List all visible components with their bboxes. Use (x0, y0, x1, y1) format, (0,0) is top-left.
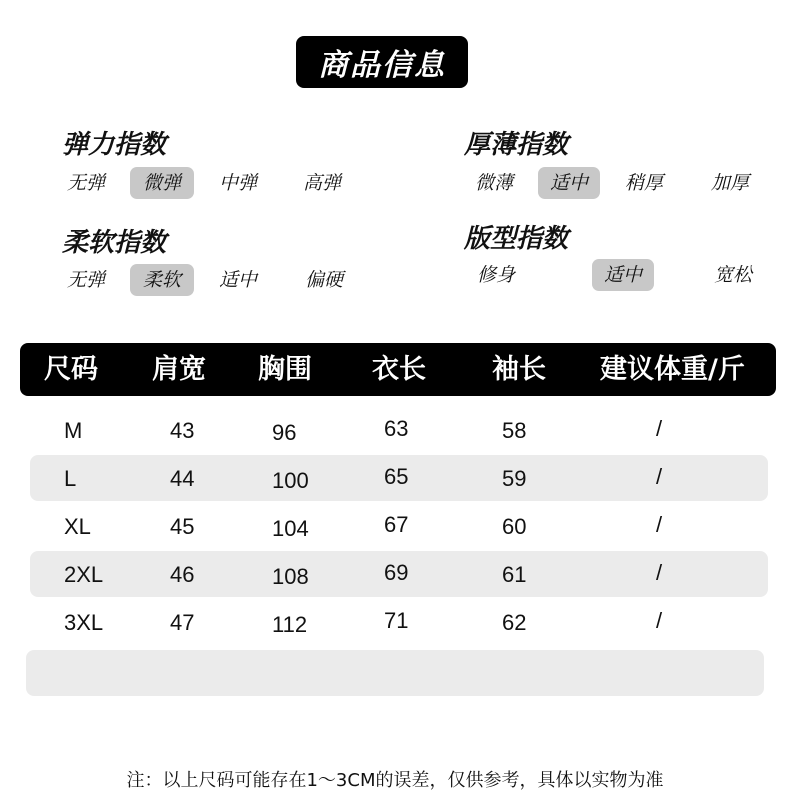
cell-size: M (64, 418, 83, 443)
size-table-header (20, 343, 776, 396)
cell-chest: 96 (272, 420, 297, 445)
cell-sleeve: 60 (502, 514, 527, 539)
header-chest: 胸围 (258, 354, 312, 385)
elasticity-option-none: 无弹 (66, 172, 105, 194)
cell-shoulder: 46 (170, 562, 195, 587)
cell-weight: / (656, 512, 663, 537)
softness-index-title: 柔软指数 (62, 228, 167, 258)
cell-size: XL (64, 514, 91, 539)
fit-option-moderate-selected: 适中 (592, 259, 654, 291)
header-length: 衣长 (372, 354, 426, 385)
cell-length: 63 (384, 416, 409, 441)
table-row (30, 551, 768, 597)
cell-shoulder: 44 (170, 466, 195, 491)
fit-option-loose: 宽松 (713, 264, 752, 286)
table-row (30, 406, 768, 452)
fit-option-slim: 修身 (476, 264, 515, 286)
cell-sleeve: 62 (502, 610, 527, 635)
header-sleeve: 袖长 (492, 354, 546, 385)
elasticity-option-high: 高弹 (302, 172, 341, 194)
thickness-option-slightly-thick: 稍厚 (624, 172, 663, 194)
cell-weight: / (656, 416, 663, 441)
header-weight: 建议体重/斤 (600, 354, 745, 385)
thickness-index-title: 厚薄指数 (464, 130, 569, 160)
fit-index-title: 版型指数 (464, 224, 569, 254)
cell-length: 71 (384, 608, 409, 633)
header-size: 尺码 (44, 354, 98, 385)
cell-length: 65 (384, 464, 409, 489)
cell-size: 3XL (64, 610, 104, 635)
cell-shoulder: 47 (170, 610, 195, 635)
cell-chest: 112 (272, 612, 308, 637)
cell-weight: / (656, 608, 663, 633)
cell-shoulder: 43 (170, 418, 195, 443)
page-title: 商品信息 (296, 36, 468, 88)
cell-chest: 100 (272, 468, 309, 493)
cell-sleeve: 61 (502, 562, 527, 587)
thickness-option-thin: 微薄 (474, 172, 513, 194)
table-row-empty (26, 650, 764, 696)
softness-option-none: 无弹 (66, 269, 105, 291)
cell-weight: / (656, 464, 663, 489)
cell-sleeve: 58 (502, 418, 527, 443)
elasticity-option-slight-selected: 微弹 (130, 167, 194, 199)
softness-option-moderate: 适中 (218, 269, 257, 291)
cell-length: 69 (384, 560, 409, 585)
softness-option-stiff: 偏硬 (304, 269, 343, 291)
softness-option-soft-selected: 柔软 (130, 264, 194, 296)
cell-weight: / (656, 560, 663, 585)
disclaimer-note: 注：以上尺码可能存在1～3CM的误差，仅供参考，具体以实物为准 (126, 770, 664, 791)
thickness-option-thick: 加厚 (710, 172, 749, 194)
elasticity-index-title: 弹力指数 (62, 130, 167, 160)
cell-size: 2XL (64, 562, 104, 587)
table-row (30, 599, 768, 645)
table-row (30, 455, 768, 501)
cell-shoulder: 45 (170, 514, 195, 539)
cell-length: 67 (384, 512, 409, 537)
cell-size: L (64, 466, 77, 491)
cell-chest: 108 (272, 564, 309, 589)
cell-sleeve: 59 (502, 466, 527, 491)
cell-chest: 104 (272, 516, 309, 541)
header-shoulder: 肩宽 (152, 354, 206, 385)
table-row (30, 503, 768, 549)
thickness-option-moderate-selected: 适中 (538, 167, 600, 199)
elasticity-option-medium: 中弹 (218, 172, 257, 194)
